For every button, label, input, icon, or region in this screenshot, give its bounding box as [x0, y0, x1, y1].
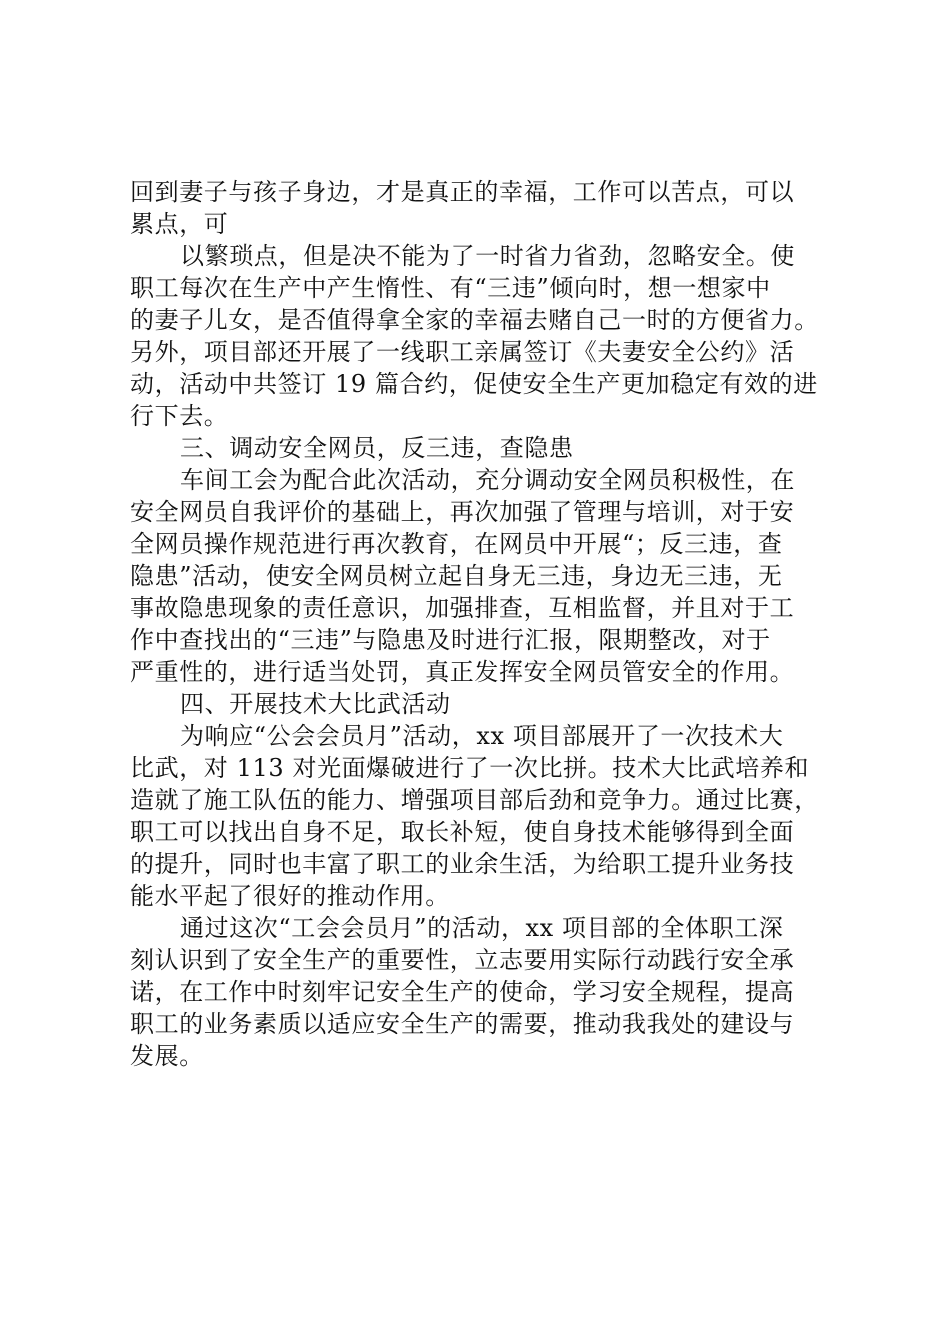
text-line: 车间工会为配合此次活动，充分调动安全网员积极性，在	[180, 466, 795, 494]
paragraph-7	[130, 912, 850, 1072]
paragraph-6	[130, 720, 850, 912]
text-line: 能水平起了很好的推动作用。	[130, 882, 450, 910]
paragraph-4	[130, 464, 850, 688]
text-line: 职工的业务素质以适应安全生产的需要，推动我我处的建设与	[130, 1010, 795, 1038]
text-line: 为响应“公会会员月”活动，xx 项目部展开了一次技术大	[180, 722, 784, 750]
text-line: 以繁琐点，但是决不能为了一时省力省劲，忽略安全。使	[180, 242, 795, 270]
text-line: 造就了施工队伍的能力、增强项目部后劲和竞争力。通过比赛，	[130, 786, 819, 814]
text-line: 的妻子儿女，是否值得拿全家的幸福去赌自己一时的方便省力。	[130, 306, 819, 334]
text-line: 通过这次“工会会员月”的活动，xx 项目部的全体职工深	[180, 914, 784, 942]
text-line: 职工每次在生产中产生惰性、有“三违”倾向时，想一想家中	[130, 274, 771, 302]
text-line: 隐患”活动，使安全网员树立起自身无三违，身边无三违，无	[130, 562, 783, 590]
text-line: 行下去。	[130, 402, 229, 430]
text-line: 安全网员自我评价的基础上，再次加强了管理与培训，对于安	[130, 498, 795, 526]
text-line: 职工可以找出自身不足，取长补短，使自身技术能够得到全面	[130, 818, 795, 846]
text-line: 累点，可	[130, 210, 229, 238]
heading-line: 四、开展技术大比武活动	[180, 690, 451, 718]
text-line: 诺，在工作中时刻牢记安全生产的使命，学习安全规程，提高	[130, 978, 795, 1006]
paragraph-1	[130, 176, 850, 240]
text-line: 比武，对 113 对光面爆破进行了一次比拼。技术大比武培养和	[130, 754, 810, 782]
heading-line: 三、调动安全网员，反三违，查隐患	[180, 434, 574, 462]
text-line: 动，活动中共签订 19 篇合约，促使安全生产更加稳定有效的进	[130, 370, 818, 398]
paragraph-2	[130, 240, 850, 432]
text-line: 发展。	[130, 1042, 204, 1070]
text-line: 回到妻子与孩子身边，才是真正的幸福，工作可以苦点，可以	[130, 178, 795, 206]
text-line: 刻认识到了安全生产的重要性，立志要用实际行动践行安全承	[130, 946, 795, 974]
text-line: 严重性的，进行适当处罚，真正发挥安全网员管安全的作用。	[130, 658, 795, 686]
section-heading-3	[130, 432, 850, 464]
text-line: 事故隐患现象的责任意识，加强排查，互相监督，并且对于工	[130, 594, 795, 622]
document-body	[130, 176, 850, 1072]
text-line: 的提升，同时也丰富了职工的业余生活，为给职工提升业务技	[130, 850, 795, 878]
text-line: 全网员操作规范进行再次教育，在网员中开展“；反三违，查	[130, 530, 783, 558]
text-line: 另外，项目部还开展了一线职工亲属签订《夫妻安全公约》活	[130, 338, 795, 366]
text-line: 作中查找出的“三违”与隐患及时进行汇报，限期整改，对于	[130, 626, 771, 654]
section-heading-4	[130, 688, 850, 720]
